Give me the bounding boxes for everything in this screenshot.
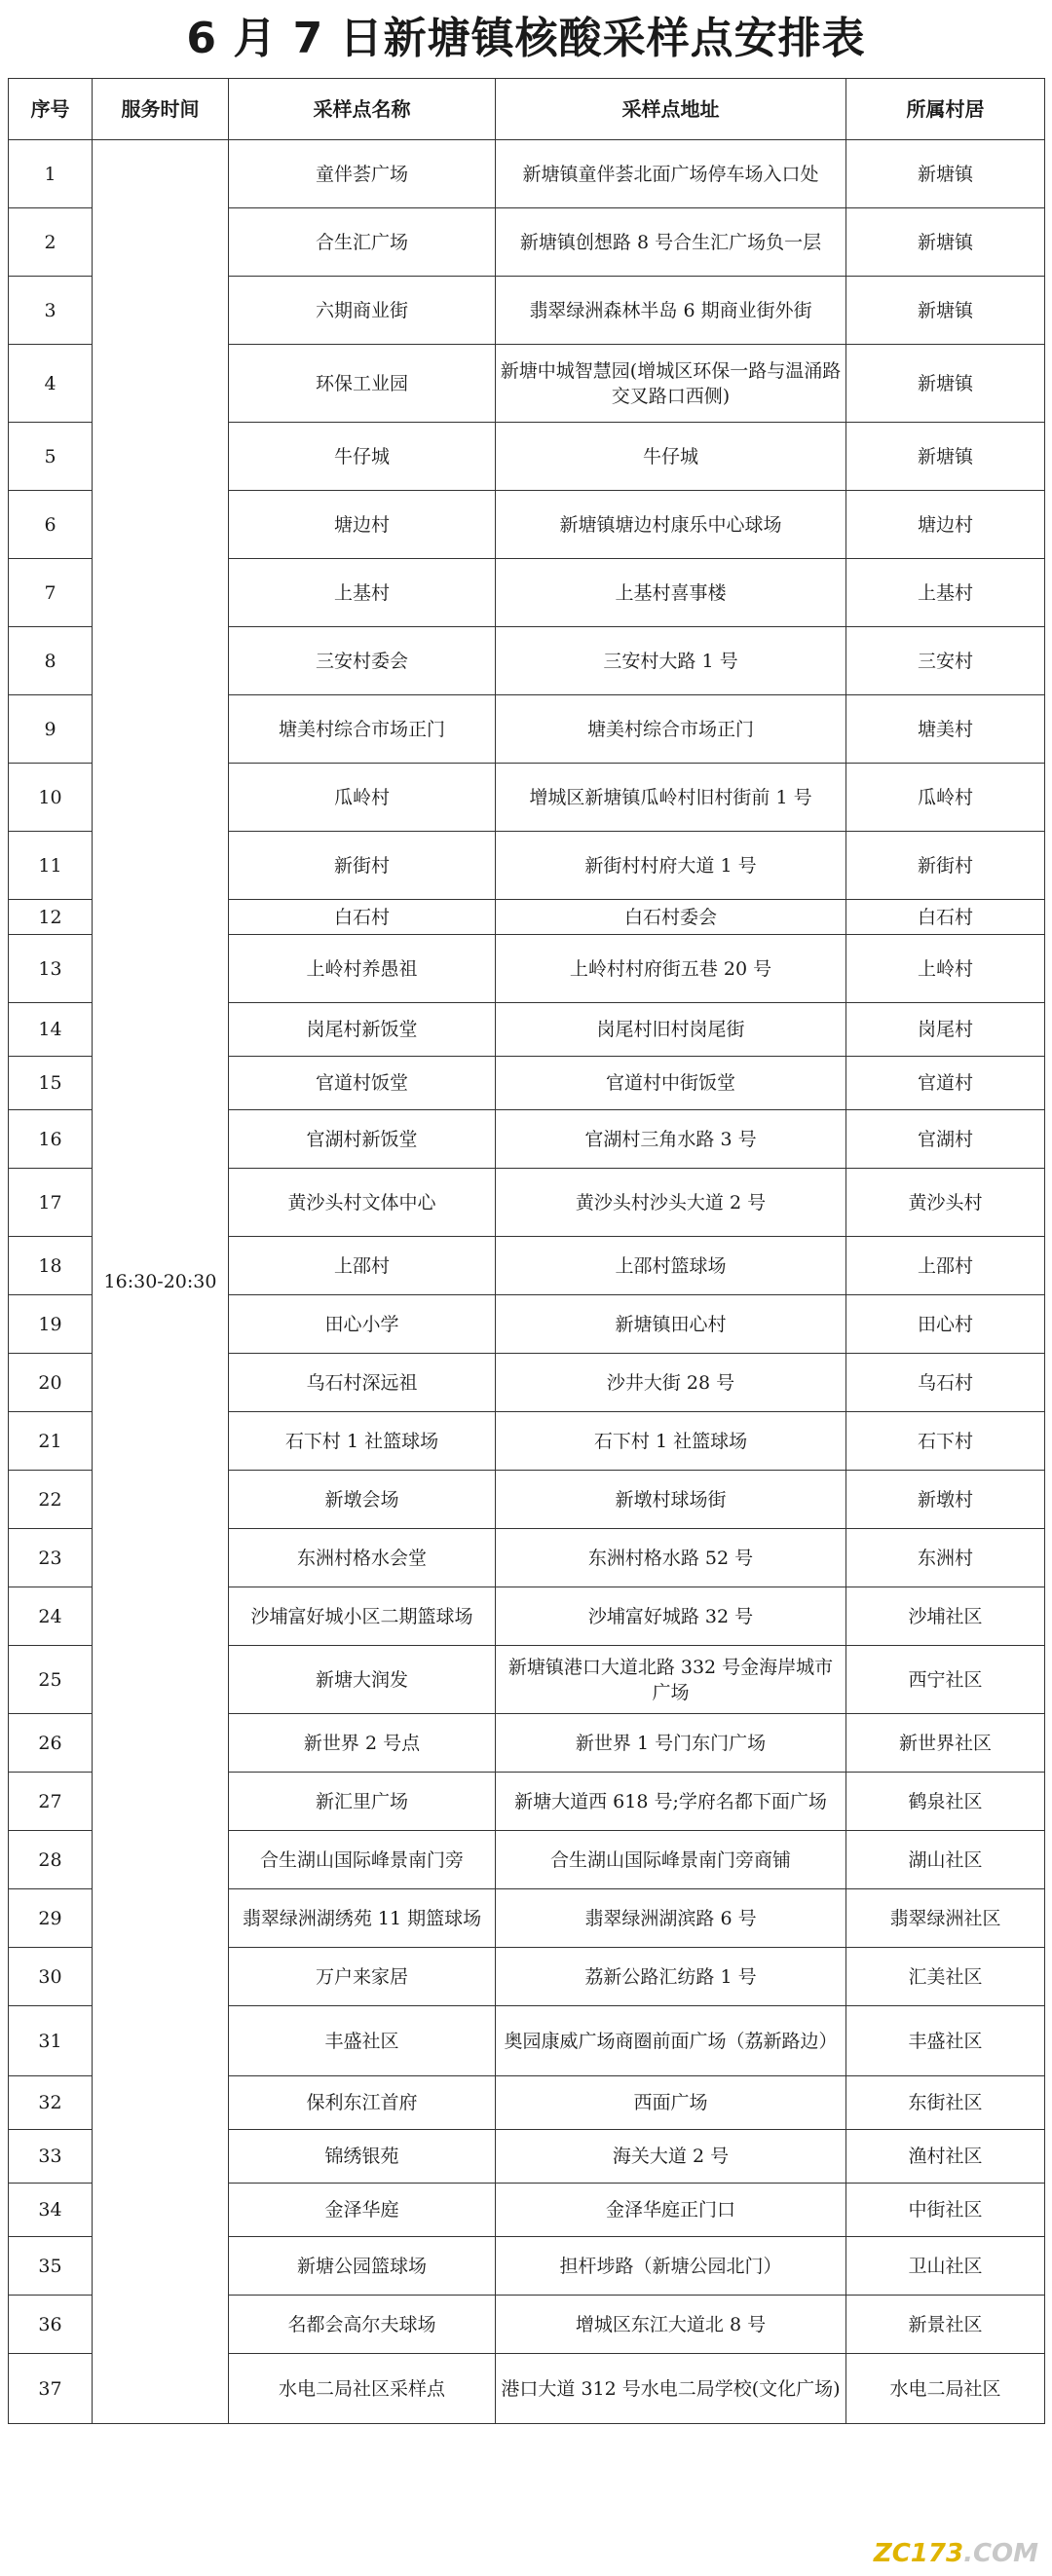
cell-site-address: 翡翠绿洲森林半岛 6 期商业街外街 (496, 277, 846, 345)
cell-no: 15 (9, 1057, 93, 1110)
cell-site-name: 上基村 (229, 559, 496, 627)
cell-no: 33 (9, 2130, 93, 2184)
cell-no: 22 (9, 1471, 93, 1529)
cell-site-name: 名都会高尔夫球场 (229, 2296, 496, 2354)
cell-village: 新塘镇 (846, 208, 1045, 277)
cell-site-name: 田心小学 (229, 1295, 496, 1354)
cell-site-name: 新汇里广场 (229, 1773, 496, 1831)
page-title: 6 月 7 日新塘镇核酸采样点安排表 (186, 14, 866, 63)
cell-site-name: 塘美村综合市场正门 (229, 695, 496, 764)
cell-site-name: 新世界 2 号点 (229, 1714, 496, 1773)
cell-village: 白石村 (846, 900, 1045, 935)
cell-site-name: 瓜岭村 (229, 764, 496, 832)
cell-site-name: 新塘大润发 (229, 1646, 496, 1714)
watermark: ZC173.COM (873, 2539, 1038, 2568)
cell-site-name: 保利东江首府 (229, 2076, 496, 2130)
cell-no: 3 (9, 277, 93, 345)
cell-site-address: 上岭村村府街五巷 20 号 (496, 935, 846, 1003)
cell-site-name: 新街村 (229, 832, 496, 900)
cell-no: 24 (9, 1587, 93, 1646)
cell-site-address: 新墩村球场街 (496, 1471, 846, 1529)
cell-site-address: 金泽华庭正门口 (496, 2184, 846, 2237)
cell-no: 5 (9, 423, 93, 491)
cell-no: 29 (9, 1889, 93, 1948)
cell-village: 新塘镇 (846, 423, 1045, 491)
cell-village: 三安村 (846, 627, 1045, 695)
header-name: 采样点名称 (229, 79, 496, 140)
cell-no: 36 (9, 2296, 93, 2354)
cell-site-name: 官湖村新饭堂 (229, 1110, 496, 1169)
cell-no: 19 (9, 1295, 93, 1354)
cell-site-name: 沙埔富好城小区二期篮球场 (229, 1587, 496, 1646)
cell-village: 丰盛社区 (846, 2006, 1045, 2076)
cell-site-name: 新墩会场 (229, 1471, 496, 1529)
sampling-schedule-table (8, 78, 1045, 2424)
cell-village: 新塘镇 (846, 140, 1045, 208)
cell-site-address: 增城区东江大道北 8 号 (496, 2296, 846, 2354)
cell-site-name: 水电二局社区采样点 (229, 2354, 496, 2424)
cell-site-name: 六期商业街 (229, 277, 496, 345)
cell-site-name: 锦绣银苑 (229, 2130, 496, 2184)
cell-site-address: 新塘镇创想路 8 号合生汇广场负一层 (496, 208, 846, 277)
cell-no: 9 (9, 695, 93, 764)
cell-no: 20 (9, 1354, 93, 1412)
cell-site-name: 上邵村 (229, 1237, 496, 1295)
cell-village: 塘边村 (846, 491, 1045, 559)
cell-village: 上基村 (846, 559, 1045, 627)
cell-site-address: 新塘镇田心村 (496, 1295, 846, 1354)
cell-village: 上岭村 (846, 935, 1045, 1003)
cell-village: 塘美村 (846, 695, 1045, 764)
cell-village: 湖山社区 (846, 1831, 1045, 1889)
cell-village: 瓜岭村 (846, 764, 1045, 832)
cell-site-name: 新塘公园篮球场 (229, 2237, 496, 2296)
cell-no: 8 (9, 627, 93, 695)
cell-village: 新塘镇 (846, 345, 1045, 423)
cell-site-address: 新世界 1 号门东门广场 (496, 1714, 846, 1773)
cell-village: 新墩村 (846, 1471, 1045, 1529)
cell-site-name: 合生汇广场 (229, 208, 496, 277)
cell-site-name: 塘边村 (229, 491, 496, 559)
cell-no: 13 (9, 935, 93, 1003)
cell-site-name: 牛仔城 (229, 423, 496, 491)
cell-no: 27 (9, 1773, 93, 1831)
cell-site-address: 西面广场 (496, 2076, 846, 2130)
cell-site-name: 乌石村深远祖 (229, 1354, 496, 1412)
cell-site-address: 三安村大路 1 号 (496, 627, 846, 695)
cell-site-name: 上岭村养愚祖 (229, 935, 496, 1003)
cell-no: 21 (9, 1412, 93, 1471)
cell-site-address: 海关大道 2 号 (496, 2130, 846, 2184)
cell-site-address: 增城区新塘镇瓜岭村旧村街前 1 号 (496, 764, 846, 832)
cell-no: 35 (9, 2237, 93, 2296)
cell-site-address: 沙井大街 28 号 (496, 1354, 846, 1412)
table-row (9, 140, 1045, 208)
cell-no: 6 (9, 491, 93, 559)
cell-no: 26 (9, 1714, 93, 1773)
cell-no: 34 (9, 2184, 93, 2237)
cell-village: 沙埔社区 (846, 1587, 1045, 1646)
cell-site-address: 上邵村篮球场 (496, 1237, 846, 1295)
cell-village: 官道村 (846, 1057, 1045, 1110)
header-address: 采样点地址 (496, 79, 846, 140)
cell-site-name: 童伴荟广场 (229, 140, 496, 208)
cell-village: 水电二局社区 (846, 2354, 1045, 2424)
cell-no: 12 (9, 900, 93, 935)
cell-site-name: 合生湖山国际峰景南门旁 (229, 1831, 496, 1889)
cell-site-name: 岗尾村新饭堂 (229, 1003, 496, 1057)
cell-site-address: 上基村喜事楼 (496, 559, 846, 627)
cell-site-address: 官湖村三角水路 3 号 (496, 1110, 846, 1169)
cell-no: 18 (9, 1237, 93, 1295)
cell-site-address: 新塘镇港口大道北路 332 号金海岸城市广场 (496, 1646, 846, 1714)
cell-no: 32 (9, 2076, 93, 2130)
cell-no: 25 (9, 1646, 93, 1714)
cell-site-address: 牛仔城 (496, 423, 846, 491)
cell-site-address: 东洲村格水路 52 号 (496, 1529, 846, 1587)
cell-no: 7 (9, 559, 93, 627)
cell-village: 翡翠绿洲社区 (846, 1889, 1045, 1948)
cell-village: 鹤泉社区 (846, 1773, 1045, 1831)
cell-village: 卫山社区 (846, 2237, 1045, 2296)
table-header-row (9, 79, 1045, 140)
table-body (9, 140, 1045, 2424)
cell-no: 16 (9, 1110, 93, 1169)
cell-no: 10 (9, 764, 93, 832)
cell-site-address: 港口大道 312 号水电二局学校(文化广场) (496, 2354, 846, 2424)
cell-no: 14 (9, 1003, 93, 1057)
cell-site-name: 万户来家居 (229, 1948, 496, 2006)
cell-village: 黄沙头村 (846, 1169, 1045, 1237)
cell-site-address: 合生湖山国际峰景南门旁商铺 (496, 1831, 846, 1889)
cell-village: 新景社区 (846, 2296, 1045, 2354)
cell-site-address: 新街村村府大道 1 号 (496, 832, 846, 900)
cell-site-address: 翡翠绿洲湖滨路 6 号 (496, 1889, 846, 1948)
cell-no: 31 (9, 2006, 93, 2076)
cell-site-name: 环保工业园 (229, 345, 496, 423)
cell-village: 石下村 (846, 1412, 1045, 1471)
cell-no: 28 (9, 1831, 93, 1889)
cell-no: 11 (9, 832, 93, 900)
cell-village: 新世界社区 (846, 1714, 1045, 1773)
cell-site-address: 石下村 1 社篮球场 (496, 1412, 846, 1471)
cell-service-time: 16:30-20:30 (93, 140, 229, 2424)
cell-site-address: 奥园康威广场商圈前面广场（荔新路边） (496, 2006, 846, 2076)
cell-site-address: 官道村中街饭堂 (496, 1057, 846, 1110)
cell-site-address: 沙埔富好城路 32 号 (496, 1587, 846, 1646)
cell-site-address: 黄沙头村沙头大道 2 号 (496, 1169, 846, 1237)
cell-site-address: 新塘镇塘边村康乐中心球场 (496, 491, 846, 559)
cell-site-address: 白石村委会 (496, 900, 846, 935)
cell-site-name: 金泽华庭 (229, 2184, 496, 2237)
cell-village: 汇美社区 (846, 1948, 1045, 2006)
header-no: 序号 (9, 79, 93, 140)
cell-site-name: 白石村 (229, 900, 496, 935)
cell-village: 上邵村 (846, 1237, 1045, 1295)
cell-site-address: 新塘中城智慧园(增城区环保一路与温涌路交叉路口西侧) (496, 345, 846, 423)
cell-site-address: 新塘大道西 618 号;学府名都下面广场 (496, 1773, 846, 1831)
cell-site-address: 担杆埗路（新塘公园北门） (496, 2237, 846, 2296)
cell-village: 中街社区 (846, 2184, 1045, 2237)
header-village: 所属村居 (846, 79, 1045, 140)
cell-site-address: 荔新公路汇纺路 1 号 (496, 1948, 846, 2006)
cell-village: 东街社区 (846, 2076, 1045, 2130)
cell-village: 乌石村 (846, 1354, 1045, 1412)
cell-village: 西宁社区 (846, 1646, 1045, 1714)
cell-site-name: 三安村委会 (229, 627, 496, 695)
cell-village: 渔村社区 (846, 2130, 1045, 2184)
cell-no: 17 (9, 1169, 93, 1237)
cell-village: 官湖村 (846, 1110, 1045, 1169)
cell-site-name: 丰盛社区 (229, 2006, 496, 2076)
cell-no: 37 (9, 2354, 93, 2424)
cell-no: 4 (9, 345, 93, 423)
cell-no: 23 (9, 1529, 93, 1587)
cell-village: 岗尾村 (846, 1003, 1045, 1057)
cell-site-address: 新塘镇童伴荟北面广场停车场入口处 (496, 140, 846, 208)
cell-site-address: 岗尾村旧村岗尾街 (496, 1003, 846, 1057)
cell-site-name: 东洲村格水会堂 (229, 1529, 496, 1587)
cell-no: 1 (9, 140, 93, 208)
cell-site-name: 黄沙头村文体中心 (229, 1169, 496, 1237)
cell-site-name: 石下村 1 社篮球场 (229, 1412, 496, 1471)
cell-no: 30 (9, 1948, 93, 2006)
cell-village: 新街村 (846, 832, 1045, 900)
cell-village: 东洲村 (846, 1529, 1045, 1587)
header-time: 服务时间 (93, 79, 229, 140)
cell-site-name: 翡翠绿洲湖绣苑 11 期篮球场 (229, 1889, 496, 1948)
cell-no: 2 (9, 208, 93, 277)
cell-village: 田心村 (846, 1295, 1045, 1354)
cell-village: 新塘镇 (846, 277, 1045, 345)
cell-site-address: 塘美村综合市场正门 (496, 695, 846, 764)
cell-site-name: 官道村饭堂 (229, 1057, 496, 1110)
